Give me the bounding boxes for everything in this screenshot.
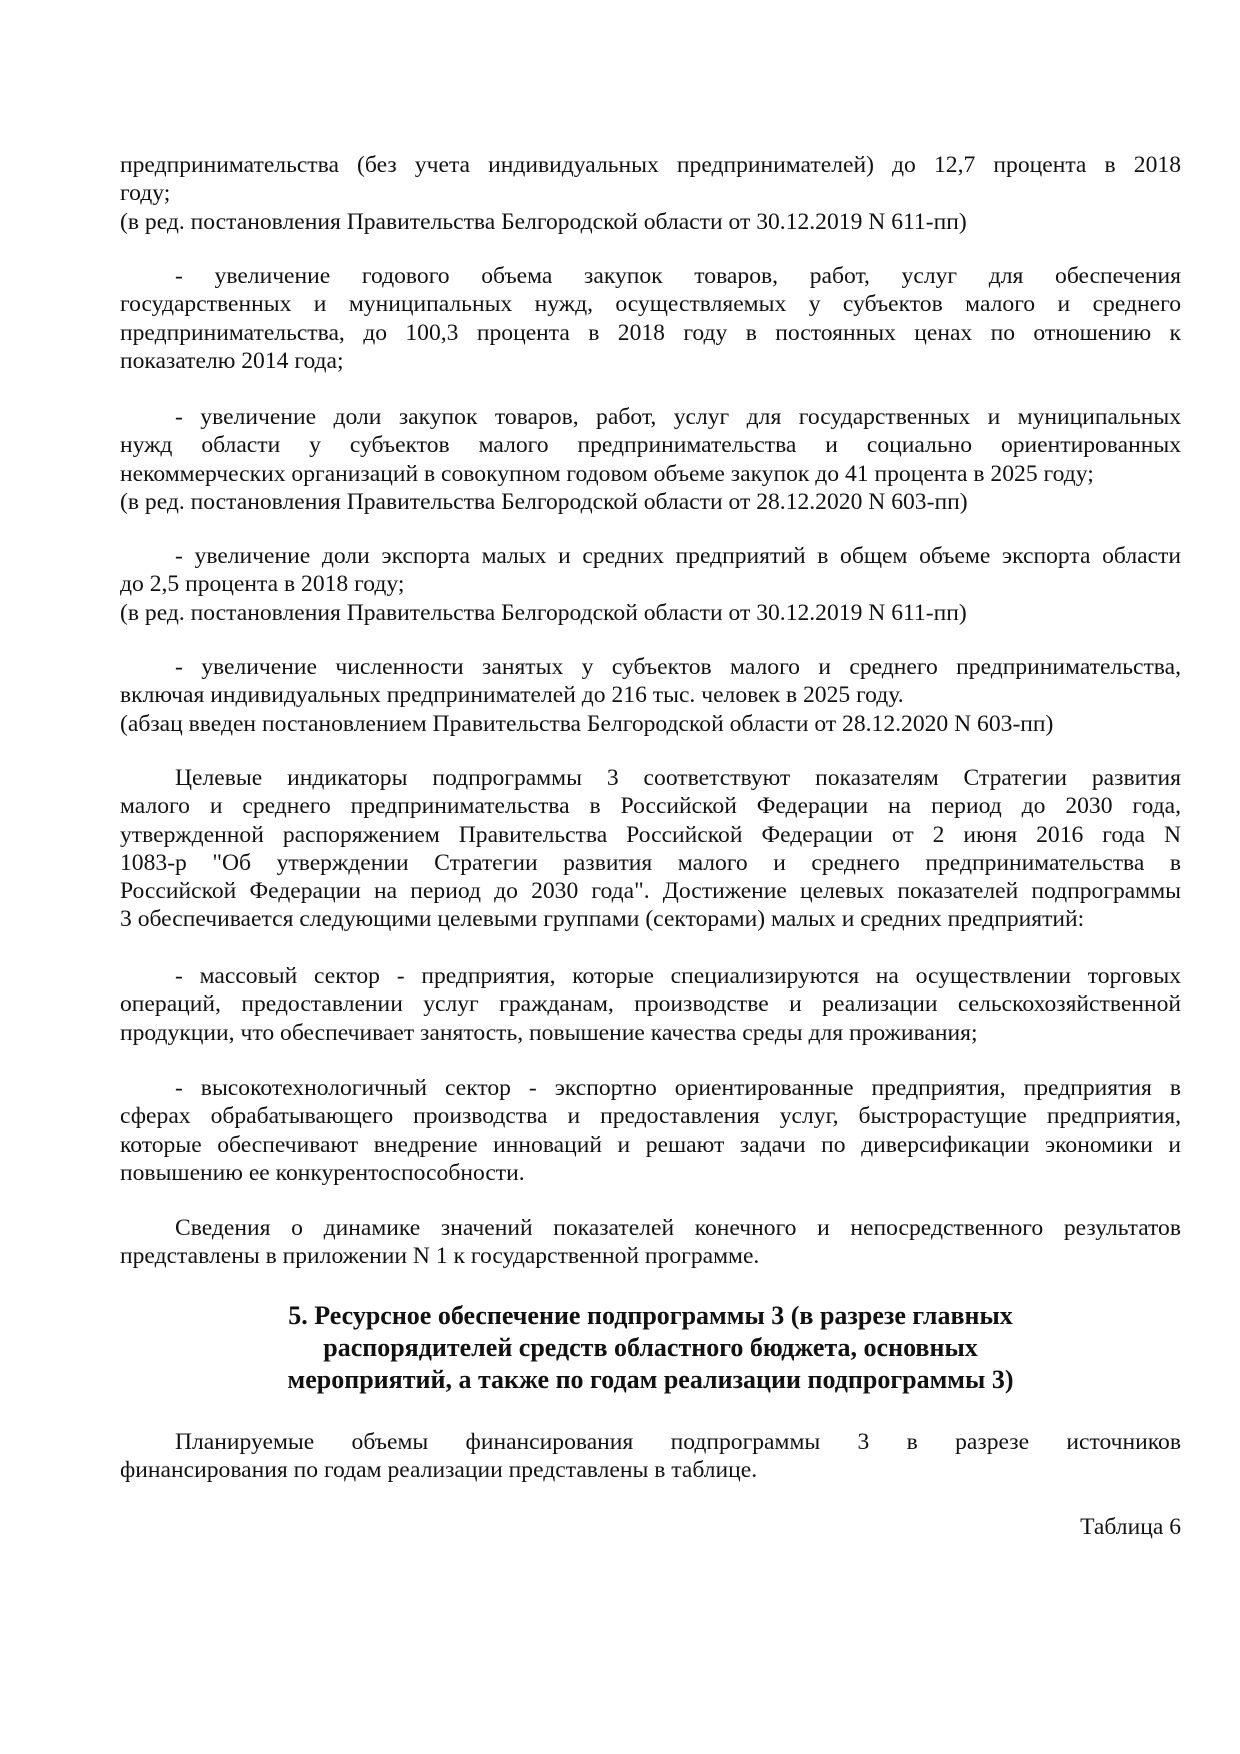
text-line: финансирования по годам реализации представлены в таблице. (120, 1457, 758, 1484)
paragraph (120, 962, 1181, 1047)
text-line: 3 обеспечивается следующими целевыми группами (секторами) малых и средних предприятий: (120, 906, 1085, 933)
text-line: некоммерческих организаций в совокупном годовом объеме закупок до 41 процента в 2025 году; (120, 460, 1094, 487)
text-line: - увеличение численности занятых у субъектов малого и среднего предпринимательства, (175, 654, 1181, 680)
text-line: которые обеспечивают внедрение инноваций и решают задачи по диверсификации экономики и (120, 1131, 1181, 1158)
text-line: государственных и муниципальных нужд, осуществляемых у субъектов малого и среднего (120, 291, 1181, 318)
text-line: году; (120, 180, 171, 207)
text-line: утвержденной распоряжением Правительства Российской Федерации от 2 июня 2016 года N (120, 821, 1181, 848)
text-line: Целевые индикаторы подпрограммы 3 соответствуют показателям Стратегии развития (175, 765, 1181, 791)
amendment-note: (абзац введен постановлением Правительства Белгородской области от 28.12.2020 N 603-пп) (120, 710, 1054, 737)
text-line: малого и среднего предпринимательства в Российской Федерации на период до 2030 года, (120, 793, 1181, 820)
text-line: - высокотехнологичный сектор - экспортно ориентированные предприятия, предприятия в (175, 1075, 1181, 1101)
text-line: представлены в приложении N 1 к государственной программе. (120, 1243, 760, 1270)
heading-line: 5. Ресурсное обеспечение подпрограммы 3 (в разрезе главных (288, 1301, 1013, 1330)
amendment-note: (в ред. постановления Правительства Белгородской области от 30.12.2019 N 611-пп) (120, 208, 967, 235)
table-label: Таблица 6 (1080, 1514, 1181, 1540)
paragraph (120, 1214, 1181, 1271)
text-line: сферах обрабатывающего производства и предоставления услуг, быстрорастущие предприятия, (120, 1103, 1181, 1130)
paragraph (120, 151, 1181, 236)
text-line: до 2,5 процента в 2018 году; (120, 571, 405, 598)
text-line: Сведения о динамике значений показателей конечного и непосредственного результатов (175, 1215, 1181, 1241)
section-heading (120, 1300, 1181, 1396)
text-line: - массовый сектор - предприятия, которые специализируются на осуществлении торговых (175, 963, 1181, 989)
paragraph (120, 1428, 1181, 1485)
text-line: предпринимательства, до 100,3 процента в 2018 году в постоянных ценах по отношению к (120, 319, 1181, 346)
text-line: нужд области у субъектов малого предпринимательства и социально ориентированных (120, 432, 1181, 459)
text-line: включая индивидуальных предпринимателей до 216 тыс. человек в 2025 году. (120, 682, 904, 709)
text-line: - увеличение доли закупок товаров, работ, услуг для государственных и муниципальных (175, 404, 1181, 430)
text-line: Российской Федерации на период до 2030 года". Достижение целевых показателей подпрограммы (120, 878, 1181, 905)
paragraph (120, 403, 1181, 516)
paragraph (120, 262, 1181, 375)
text-line: 1083-р "Об утверждении Стратегии развития малого и среднего предпринимательства в (120, 849, 1181, 876)
paragraph (120, 764, 1181, 934)
heading-line: распорядителей средств областного бюджета, основных (323, 1333, 978, 1362)
amendment-note: (в ред. постановления Правительства Белгородской области от 28.12.2020 N 603-пп) (120, 488, 968, 515)
amendment-note: (в ред. постановления Правительства Белгородской области от 30.12.2019 N 611-пп) (120, 599, 967, 626)
paragraph (120, 542, 1181, 627)
text-line: продукции, что обеспечивает занятость, повышение качества среды для проживания; (120, 1019, 978, 1046)
text-line: операций, предоставлении услуг гражданам, производстве и реализации сельскохозяйственной (120, 991, 1181, 1018)
heading-line: мероприятий, а также по годам реализации подпрограммы 3) (287, 1365, 1014, 1394)
text-line: Планируемые объемы финансирования подпрограммы 3 в разрезе источников (175, 1429, 1181, 1455)
paragraph (120, 653, 1181, 738)
text-line: - увеличение доли экспорта малых и средних предприятий в общем объеме экспорта области (175, 543, 1181, 569)
text-line: - увеличение годового объема закупок товаров, работ, услуг для обеспечения (175, 263, 1181, 289)
text-line: повышению ее конкурентоспособности. (120, 1159, 525, 1186)
paragraph (120, 1074, 1181, 1187)
text-line: предпринимательства (без учета индивидуальных предпринимателей) до 12,7 процента в 2018 (120, 152, 1181, 178)
text-line: показателю 2014 года; (120, 347, 344, 374)
